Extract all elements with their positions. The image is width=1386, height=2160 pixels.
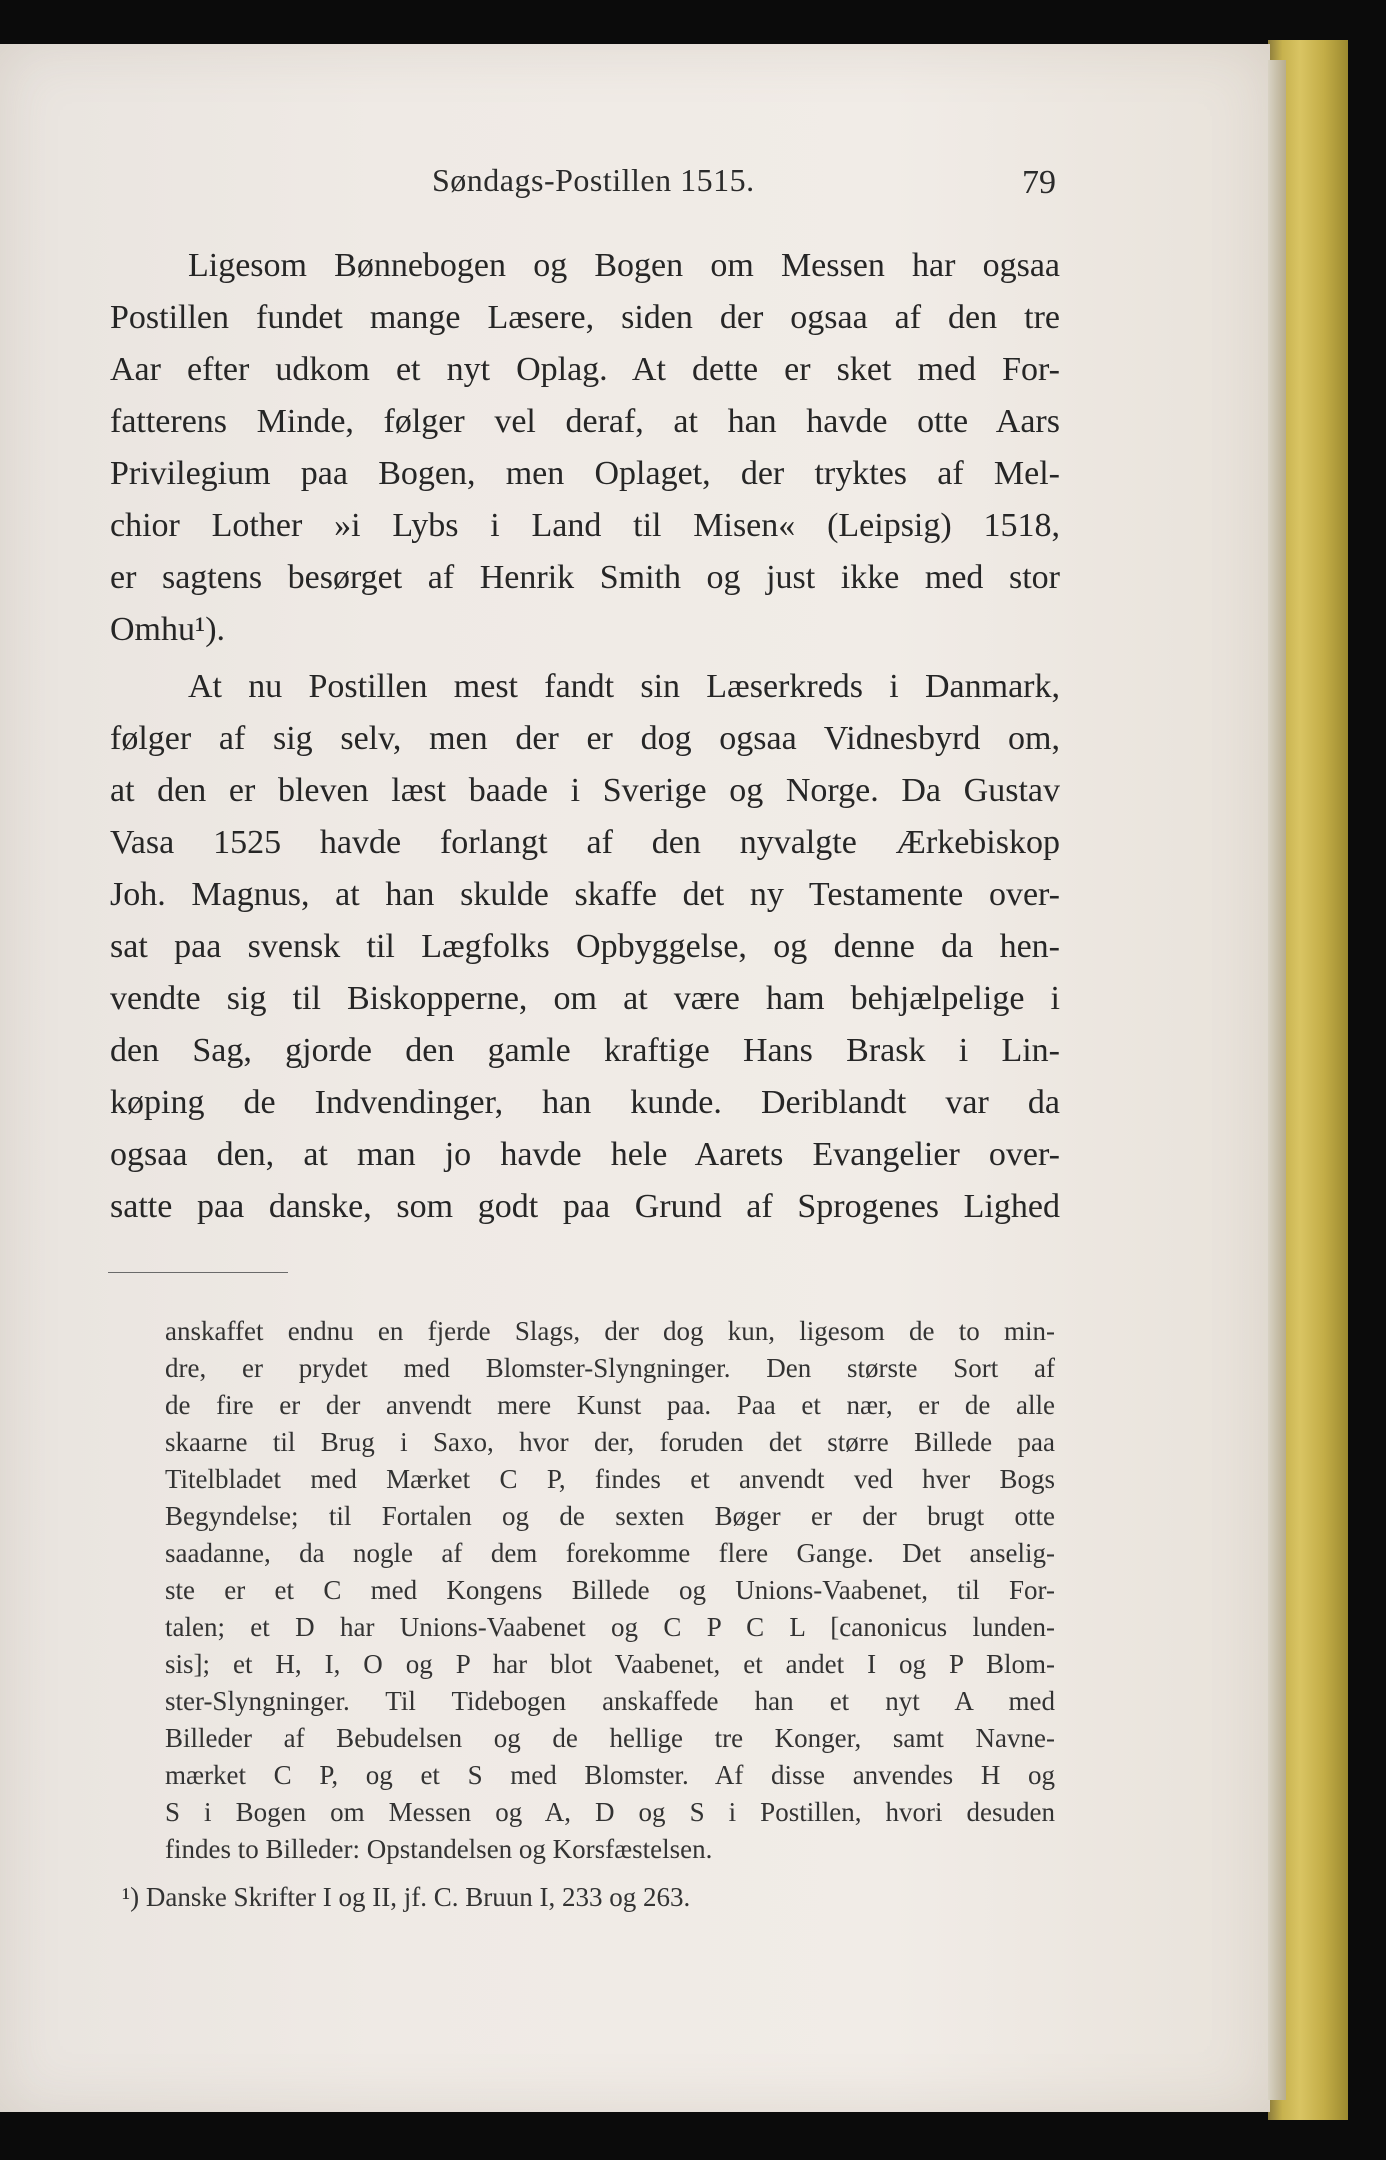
page-number: 79 — [1022, 164, 1056, 201]
body-line: chior Lother »i Lybs i Land til Misen« (Leipsig) 1518, — [110, 507, 1060, 544]
header-title: Søndags-Postillen 1515. — [432, 162, 755, 198]
footnote-line: Billeder af Bebudelsen og de hellige tre Konger, samt Navne- — [165, 1723, 1055, 1753]
body-line: At nu Postillen mest fandt sin Læserkreds i Danmark, — [188, 668, 1060, 705]
body-line: sat paa svensk til Lægfolks Opbyggelse, og denne da hen- — [110, 928, 1060, 965]
footnote-line: skaarne til Brug i Saxo, hvor der, foruden det større Billede paa — [165, 1427, 1055, 1457]
body-line: Ligesom Bønnebogen og Bogen om Messen har ogsaa — [188, 247, 1060, 284]
footnote-line: mærket C P, og et S med Blomster. Af disse anvendes H og — [165, 1760, 1055, 1790]
body-line: vendte sig til Biskopperne, om at være ham behjælpelige i — [110, 980, 1060, 1017]
page-edges — [1268, 60, 1286, 2100]
body-line: følger af sig selv, men der er dog ogsaa Vidnesbyrd om, — [110, 720, 1060, 757]
footnote-line: ster-Slyngninger. Til Tidebogen anskaffede han et nyt A med — [165, 1686, 1055, 1716]
footnote-line: dre, er prydet med Blomster-Slyngninger. Den største Sort af — [165, 1353, 1055, 1383]
body-line: Joh. Magnus, at han skulde skaffe det ny Testamente over- — [110, 876, 1060, 913]
footnote-line: saadanne, da nogle af dem forekomme flere Gange. Det anselig- — [165, 1538, 1055, 1568]
body-line: at den er bleven læst baade i Sverige og Norge. Da Gustav — [110, 772, 1060, 809]
footnote-line: Begyndelse; til Fortalen og de sexten Bøger er der brugt otte — [165, 1501, 1055, 1531]
body-line: køping de Indvendinger, han kunde. Deriblandt var da — [110, 1084, 1060, 1121]
footnote-line: de fire er der anvendt mere Kunst paa. Paa et nær, er de alle — [165, 1390, 1055, 1420]
footnote-1: ¹) Danske Skrifter I og II, jf. C. Bruun I, 233 og 263. — [122, 1882, 691, 1912]
footnote-line: S i Bogen om Messen og A, D og S i Postillen, hvori desuden — [165, 1797, 1055, 1827]
body-line: fatterens Minde, følger vel deraf, at han havde otte Aars — [110, 403, 1060, 440]
footnote-line: findes to Billeder: Opstandelsen og Korsfæstelsen. — [165, 1834, 713, 1864]
body-line: den Sag, gjorde den gamle kraftige Hans Brask i Lin- — [110, 1032, 1060, 1069]
body-line: Vasa 1525 havde forlangt af den nyvalgte Ærkebiskop — [110, 824, 1060, 861]
running-head — [0, 160, 1270, 200]
footnote-line: Titelbladet med Mærket C P, findes et anvendt ved hver Bogs — [165, 1464, 1055, 1494]
body-line: Omhu¹). — [110, 611, 226, 648]
footnote-line: sis]; et H, I, O og P har blot Vaabenet, et andet I og P Blom- — [165, 1649, 1055, 1679]
body-line: ogsaa den, at man jo havde hele Aarets Evangelier over- — [110, 1136, 1060, 1173]
body-line: Postillen fundet mange Læsere, siden der ogsaa af den tre — [110, 299, 1060, 336]
body-line: Privilegium paa Bogen, men Oplaget, der tryktes af Mel- — [110, 455, 1060, 492]
body-line: Aar efter udkom et nyt Oplag. At dette er sket med For- — [110, 351, 1060, 388]
footnote-line: ste er et C med Kongens Billede og Unions-Vaabenet, til For- — [165, 1575, 1055, 1605]
body-line: er sagtens besørget af Henrik Smith og just ikke med stor — [110, 559, 1060, 596]
footnote-line: anskaffet endnu en fjerde Slags, der dog kun, ligesom de to min- — [165, 1316, 1055, 1346]
body-line: satte paa danske, som godt paa Grund af Sprogenes Lighed — [110, 1188, 1060, 1225]
footnote-rule — [108, 1272, 288, 1273]
footnote-line: talen; et D har Unions-Vaabenet og C P C L [canonicus lunden- — [165, 1612, 1055, 1642]
